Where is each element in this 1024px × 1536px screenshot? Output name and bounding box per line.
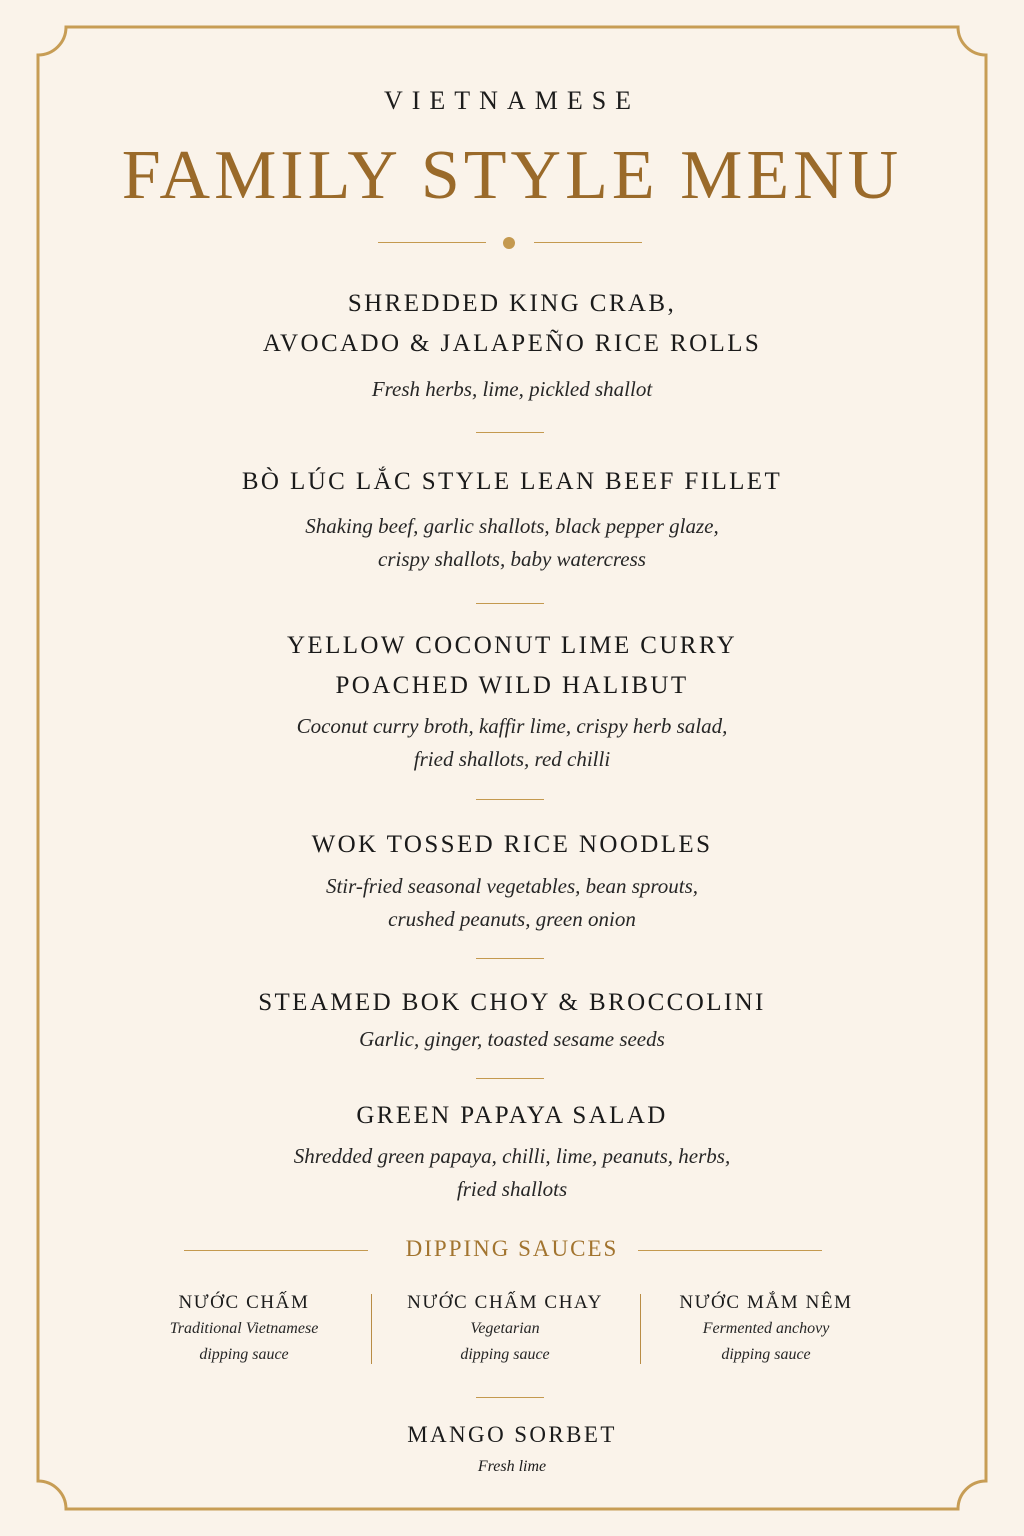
sauce-name: NƯỚC CHẤM CHAY [407,1292,603,1313]
sauce-item-nuoc-mam-nem [646,1290,886,1368]
sauce-desc-line-1: Fermented anchovy [702,1320,830,1337]
dish-divider [476,958,544,959]
dish-3-desc-line-2: fried shallots, red chilli [413,747,611,771]
sauce-name: NƯỚC CHẤM [178,1292,310,1313]
dish-2-desc-line-1: Shaking beef, garlic shallots, black pepper glaze, [305,514,719,538]
dish-divider [476,432,544,433]
dessert-divider [476,1397,544,1398]
ornament-line-left [378,242,486,243]
dish-divider [476,1078,544,1079]
dish-divider [476,603,544,604]
dish-3-name [0,626,1024,706]
ornament-dot [503,237,515,249]
sauce-desc-line-2: dipping sauce [460,1346,550,1363]
dish-6-desc-line-1: Shredded green papaya, chilli, lime, peanuts, herbs, [293,1144,731,1168]
dish-4-name-line-1: WOK TOSSED RICE NOODLES [311,831,713,858]
dish-3-name-line-1: YELLOW COCONUT LIME CURRY [286,632,738,659]
dish-3-name-line-2: POACHED WILD HALIBUT [335,672,689,699]
dish-1-description [0,373,1024,406]
dish-1-name-line-1: SHREDDED KING CRAB, [347,290,677,317]
dish-divider [476,799,544,800]
sauce-item-nuoc-cham [124,1290,364,1368]
sauce-desc-line-1: Vegetarian [470,1320,540,1337]
dish-6-name [0,1096,1024,1136]
sauce-divider [371,1294,372,1364]
dish-5-description [0,1023,1024,1056]
sauce-desc-line-1: Traditional Vietnamese [169,1320,319,1337]
ornament-line-right [534,242,642,243]
sauce-divider [640,1294,641,1364]
dish-5-name [0,983,1024,1023]
dish-5-desc-line-1: Garlic, ginger, toasted sesame seeds [359,1027,665,1051]
dipping-sauces-heading: DIPPING SAUCES [405,1236,619,1261]
dish-4-name [0,825,1024,865]
dish-2-name [0,462,1024,502]
sauces-heading-line-right [638,1250,822,1251]
dish-6-description [0,1140,1024,1206]
dish-2-description [0,510,1024,576]
dish-4-desc-line-1: Stir-fried seasonal vegetables, bean sprouts, [325,874,699,898]
dish-4-desc-line-2: crushed peanuts, green onion [388,907,636,931]
dish-5-name-line-1: STEAMED BOK CHOY & BROCCOLINI [258,989,766,1016]
dish-2-desc-line-2: crispy shallots, baby watercress [378,547,646,571]
menu-eyebrow: VIETNAMESE [383,86,641,115]
dish-1-desc-line-1: Fresh herbs, lime, pickled shallot [371,377,653,401]
dish-1-name [0,284,1024,364]
dessert-description: Fresh lime [477,1458,547,1475]
title-ornament [0,236,1024,250]
dish-6-name-line-1: GREEN PAPAYA SALAD [356,1102,668,1129]
dish-3-desc-line-1: Coconut curry broth, kaffir lime, crispy herb salad, [296,714,728,738]
dish-4-description [0,870,1024,936]
sauce-name: NƯỚC MẮM NÊM [679,1292,853,1313]
sauce-desc-line-2: dipping sauce [721,1346,811,1363]
dish-2-name-line-1: BÒ LÚC LẮC STYLE LEAN BEEF FILLET [241,468,783,495]
dish-6-desc-line-2: fried shallots [456,1177,568,1201]
dish-3-description [0,710,1024,776]
menu-title: FAMILY STYLE MENU [121,137,903,214]
dish-1-name-line-2: AVOCADO & JALAPEÑO RICE ROLLS [262,330,762,357]
sauce-item-nuoc-cham-chay [385,1290,625,1368]
dessert-name: MANGO SORBET [407,1422,617,1447]
sauce-desc-line-2: dipping sauce [199,1346,289,1363]
